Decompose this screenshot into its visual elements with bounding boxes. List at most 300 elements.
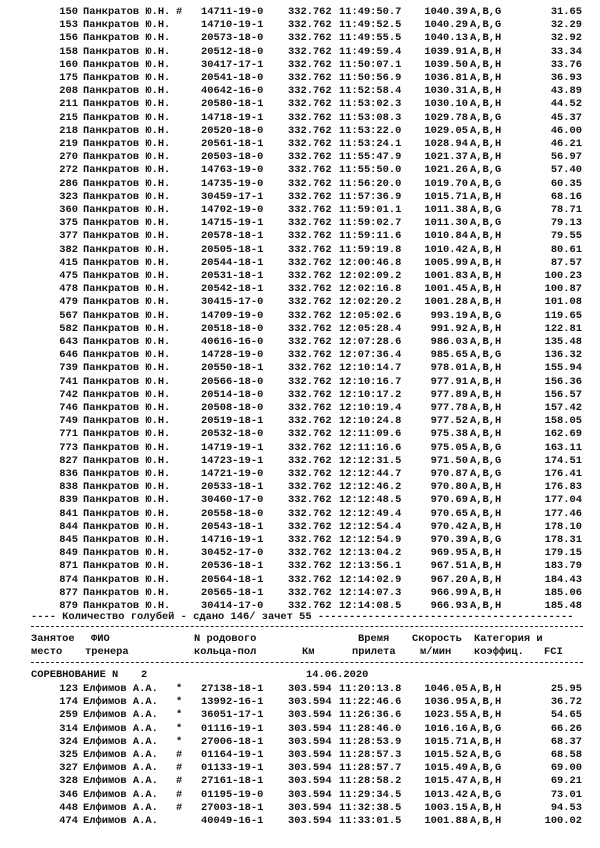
fci: 69.00 — [550, 762, 582, 775]
place: 218 — [59, 124, 78, 137]
distance: 303.594 — [288, 762, 332, 775]
fci: 46.00 — [550, 124, 582, 137]
arrival-time: 12:05:28.4 — [339, 322, 402, 335]
place: 324 — [59, 735, 78, 748]
trainer-name: Панкратов Ю.Н. — [83, 6, 171, 18]
place: 871 — [59, 560, 78, 573]
fci: 69.21 — [550, 775, 582, 788]
ring-number: 20561-18-1 — [201, 138, 264, 150]
arrival-time: 11:53:02.3 — [339, 98, 402, 111]
distance: 332.762 — [288, 534, 332, 546]
fci: 66.26 — [550, 722, 582, 735]
competition-date: 14.06.2020 — [306, 669, 369, 681]
place: 844 — [59, 520, 78, 533]
fci: 100.87 — [544, 283, 582, 296]
table-row — [0, 696, 600, 709]
speed: 971.50 — [430, 454, 468, 467]
arrival-time: 12:13:56.1 — [339, 560, 402, 573]
ring-number: 20544-18-1 — [201, 256, 264, 269]
mark: * — [176, 735, 183, 748]
trainer-name: Панкратов Ю.Н. — [83, 322, 171, 335]
speed: 1021.26 — [424, 164, 468, 177]
arrival-time: 11:49:59.4 — [339, 45, 402, 58]
fci: 94.53 — [550, 801, 582, 814]
trainer-name: Панкратов Ю.Н. — [83, 296, 171, 309]
table-row — [0, 574, 600, 587]
trainer-name: Панкратов Ю.Н. — [83, 309, 171, 322]
table-row — [0, 230, 600, 243]
distance: 332.762 — [288, 388, 332, 401]
table-row — [0, 138, 600, 151]
category: А,В,Н — [470, 815, 502, 827]
place: 270 — [59, 151, 78, 164]
distance: 332.762 — [288, 111, 332, 124]
trainer-name: Елфимов А.А. — [83, 683, 158, 695]
trainer-name: Панкратов Ю.Н. — [83, 124, 171, 137]
table-row — [0, 415, 600, 428]
place: 156 — [59, 32, 78, 45]
category: А,В,Н — [470, 402, 502, 414]
category: А,В,Н — [470, 243, 502, 256]
fci: 33.34 — [550, 45, 582, 58]
ring-number: 20519-18-1 — [201, 415, 264, 428]
arrival-time: 12:10:19.4 — [339, 402, 402, 414]
distance: 332.762 — [288, 124, 332, 137]
place: 849 — [59, 547, 78, 560]
table-row — [0, 362, 600, 375]
category: А,В,Н — [470, 138, 502, 150]
ring-number: 27003-18-1 — [201, 801, 264, 814]
ring-number: 20573-18-0 — [201, 32, 264, 45]
distance: 332.762 — [288, 481, 332, 494]
table-row — [0, 19, 600, 32]
place: 219 — [59, 138, 78, 150]
speed: 1029.05 — [424, 124, 468, 137]
place: 749 — [59, 415, 78, 428]
ring-number: 14716-19-1 — [201, 534, 264, 546]
distance: 332.762 — [288, 85, 332, 98]
speed: 993.19 — [430, 309, 468, 322]
trainer-name: Елфимов А.А. — [83, 762, 158, 775]
fci: 78.71 — [550, 204, 582, 216]
arrival-time: 11:59:19.8 — [339, 243, 402, 256]
category: А,В,Н — [470, 270, 502, 282]
place: 746 — [59, 402, 78, 414]
table-row — [0, 349, 600, 362]
category: А,В,Н — [470, 709, 502, 722]
speed: 1030.10 — [424, 98, 468, 111]
arrival-time: 12:07:36.4 — [339, 349, 402, 362]
arrival-time: 12:14:07.3 — [339, 586, 402, 599]
table-row — [0, 683, 600, 696]
arrival-time: 12:12:54.4 — [339, 520, 402, 533]
fci: 177.04 — [544, 494, 582, 507]
fci: 183.79 — [544, 560, 582, 573]
distance: 303.594 — [288, 788, 332, 801]
ring-number: 40049-16-1 — [201, 815, 264, 827]
ring-number: 30452-17-0 — [201, 547, 264, 560]
category: А,В,Н — [470, 45, 502, 58]
place: 150 — [59, 6, 78, 18]
place: 839 — [59, 494, 78, 507]
table-header-row-1 — [0, 633, 600, 646]
category: А,В,G — [470, 164, 502, 177]
trainer-name: Панкратов Ю.Н. — [83, 72, 171, 84]
ring-number: 14710-19-1 — [201, 19, 264, 32]
ring-number: 40616-16-0 — [201, 336, 264, 348]
fci: 79.13 — [550, 217, 582, 230]
table-row — [0, 257, 600, 270]
arrival-time: 12:12:44.7 — [339, 468, 402, 480]
fci: 57.40 — [550, 164, 582, 177]
trainer-name: Панкратов Ю.Н. — [83, 138, 171, 150]
fci: 174.51 — [544, 454, 582, 467]
speed: 975.05 — [430, 441, 468, 454]
fci: 100.02 — [544, 815, 582, 827]
arrival-time: 12:02:16.8 — [339, 283, 402, 296]
trainer-name: Панкратов Ю.Н. — [83, 388, 171, 401]
distance: 332.762 — [288, 375, 332, 388]
distance: 332.762 — [288, 600, 332, 612]
header-fci: FCI — [544, 646, 563, 658]
category: А,В,G — [470, 6, 502, 18]
speed: 1028.94 — [424, 138, 468, 150]
place: 739 — [59, 362, 78, 375]
speed: 1039.91 — [424, 45, 468, 58]
place: 582 — [59, 322, 78, 335]
speed: 970.42 — [430, 520, 468, 533]
place: 375 — [59, 217, 78, 230]
ring-number: 30414-17-0 — [201, 600, 264, 612]
trainer-name: Панкратов Ю.Н. — [83, 534, 171, 546]
trainer-name: Панкратов Ю.Н. — [83, 19, 171, 32]
ring-number: 13992-16-1 — [201, 696, 264, 709]
summary-line — [0, 611, 600, 624]
table-row — [0, 204, 600, 217]
arrival-time: 12:11:16.6 — [339, 441, 402, 454]
mark: # — [176, 749, 183, 761]
distance: 332.762 — [288, 441, 332, 454]
ring-number: 14728-19-0 — [201, 349, 264, 362]
fci: 178.31 — [544, 534, 582, 546]
table-row — [0, 442, 600, 455]
speed: 1040.29 — [424, 19, 468, 32]
arrival-time: 12:14:08.5 — [339, 600, 402, 612]
fci: 56.97 — [550, 151, 582, 164]
distance: 332.762 — [288, 322, 332, 335]
mark: * — [176, 696, 183, 709]
distance: 332.762 — [288, 6, 332, 18]
fci: 178.10 — [544, 520, 582, 533]
arrival-time: 12:12:46.2 — [339, 481, 402, 494]
speed: 1001.45 — [424, 283, 468, 296]
speed: 1036.95 — [424, 696, 468, 709]
place: 415 — [59, 256, 78, 269]
table-row — [0, 85, 600, 98]
table-row — [0, 244, 600, 257]
speed: 970.65 — [430, 507, 468, 520]
table-row — [0, 521, 600, 534]
speed: 1011.30 — [424, 217, 468, 230]
place: 879 — [59, 600, 78, 612]
category: А,В,Н — [470, 375, 502, 388]
header-place: Занятое — [31, 633, 75, 645]
speed: 977.52 — [430, 415, 468, 428]
ring-number: 14711-19-0 — [201, 6, 264, 18]
table-row — [0, 815, 600, 828]
distance: 332.762 — [288, 547, 332, 560]
place: 123 — [59, 683, 78, 695]
trainer-name: Панкратов Ю.Н. — [83, 375, 171, 388]
speed: 970.39 — [430, 534, 468, 546]
place: 838 — [59, 481, 78, 494]
divider — [31, 626, 583, 627]
fci: 163.11 — [544, 441, 582, 454]
distance: 303.594 — [288, 683, 332, 695]
competition-label: СОРЕВНОВАНИЕ N — [31, 669, 119, 681]
category: А,В,G — [470, 111, 502, 124]
header-fio: ФИО — [91, 633, 110, 645]
place: 474 — [59, 815, 78, 827]
speed: 1013.42 — [424, 788, 468, 801]
speed: 1023.55 — [424, 709, 468, 722]
arrival-time: 11:32:38.5 — [339, 801, 402, 814]
speed: 1021.37 — [424, 151, 468, 164]
distance: 332.762 — [288, 507, 332, 520]
table-row — [0, 534, 600, 547]
ring-number: 20520-18-0 — [201, 124, 264, 137]
category: А,В,Н — [470, 600, 502, 612]
ring-number: 27161-18-1 — [201, 775, 264, 788]
arrival-time: 12:14:02.9 — [339, 573, 402, 586]
ring-number: 27138-18-1 — [201, 683, 264, 695]
category: А,В,G — [470, 177, 502, 190]
arrival-time: 11:50:07.1 — [339, 58, 402, 71]
place: 845 — [59, 534, 78, 546]
fci: 185.06 — [544, 586, 582, 599]
speed: 1003.15 — [424, 801, 468, 814]
table-row — [0, 32, 600, 45]
mark: * — [176, 722, 183, 735]
fci: 32.92 — [550, 32, 582, 45]
place: 827 — [59, 454, 78, 467]
trainer-name: Елфимов А.А. — [83, 775, 158, 788]
table-row — [0, 323, 600, 336]
trainer-name: Панкратов Ю.Н. — [83, 32, 171, 45]
place: 475 — [59, 270, 78, 282]
trainer-name: Панкратов Ю.Н. — [83, 362, 171, 375]
fci: 176.41 — [544, 468, 582, 480]
category: А,В,Н — [470, 520, 502, 533]
ring-number: 20543-18-1 — [201, 520, 264, 533]
table-row — [0, 112, 600, 125]
ring-number: 20536-18-1 — [201, 560, 264, 573]
category: А,В,G — [470, 534, 502, 546]
table-row — [0, 802, 600, 815]
table-row — [0, 72, 600, 85]
arrival-time: 11:28:58.2 — [339, 775, 402, 788]
trainer-name: Панкратов Ю.Н. — [83, 454, 171, 467]
place: 567 — [59, 309, 78, 322]
table-row — [0, 217, 600, 230]
trainer-name: Панкратов Ю.Н. — [83, 520, 171, 533]
fci: 135.48 — [544, 336, 582, 348]
trainer-name: Панкратов Ю.Н. — [83, 243, 171, 256]
ring-number: 14723-19-1 — [201, 454, 264, 467]
table-row — [0, 59, 600, 72]
speed: 1039.50 — [424, 58, 468, 71]
distance: 332.762 — [288, 138, 332, 150]
ring-number: 14718-19-1 — [201, 111, 264, 124]
category: А,В,Н — [470, 151, 502, 164]
arrival-time: 11:49:55.5 — [339, 32, 402, 45]
trainer-name: Елфимов А.А. — [83, 735, 158, 748]
table-header-row-2 — [0, 646, 600, 659]
distance: 332.762 — [288, 283, 332, 296]
trainer-name: Панкратов Ю.Н. — [83, 600, 171, 612]
fci: 100.23 — [544, 270, 582, 282]
arrival-time: 12:00:46.8 — [339, 256, 402, 269]
distance: 303.594 — [288, 815, 332, 827]
fci: 79.55 — [550, 230, 582, 243]
category: А,В,G — [470, 788, 502, 801]
category: А,В,Н — [470, 230, 502, 243]
arrival-time: 12:11:09.6 — [339, 428, 402, 441]
ring-number: 20518-18-0 — [201, 322, 264, 335]
table-row — [0, 508, 600, 521]
arrival-time: 11:33:01.5 — [339, 815, 402, 827]
trainer-name: Панкратов Ю.Н. — [83, 481, 171, 494]
summary-text: ---- Количество голубей - сдано 146/ зачет 55 ----------------------------------------- — [31, 611, 574, 623]
distance: 332.762 — [288, 72, 332, 84]
trainer-name: Панкратов Ю.Н. — [83, 230, 171, 243]
category: А,В,Н — [470, 586, 502, 599]
speed: 1011.38 — [424, 204, 468, 216]
trainer-name: Панкратов Ю.Н. — [83, 441, 171, 454]
place: 643 — [59, 336, 78, 348]
fci: 43.89 — [550, 85, 582, 98]
speed: 1001.88 — [424, 815, 468, 827]
arrival-time: 12:10:14.7 — [339, 362, 402, 375]
place: 272 — [59, 164, 78, 177]
category: А,В,Н — [470, 58, 502, 71]
place: 208 — [59, 85, 78, 98]
speed: 977.89 — [430, 388, 468, 401]
place: 479 — [59, 296, 78, 309]
category: А,В,Н — [470, 507, 502, 520]
ring-number: 01195-19-0 — [201, 788, 264, 801]
trainer-name: Панкратов Ю.Н. — [83, 428, 171, 441]
distance: 303.594 — [288, 775, 332, 788]
distance: 332.762 — [288, 58, 332, 71]
speed: 1040.39 — [424, 6, 468, 18]
trainer-name: Елфимов А.А. — [83, 801, 158, 814]
ring-number: 14763-19-0 — [201, 164, 264, 177]
fci: 73.01 — [550, 788, 582, 801]
distance: 332.762 — [288, 309, 332, 322]
category: А,В,Н — [470, 322, 502, 335]
category: А,В,G — [470, 749, 502, 761]
place: 836 — [59, 468, 78, 480]
fci: 46.21 — [550, 138, 582, 150]
place: 328 — [59, 775, 78, 788]
table-row — [0, 428, 600, 441]
speed: 1040.13 — [424, 32, 468, 45]
arrival-time: 11:53:08.3 — [339, 111, 402, 124]
category: А,В,Н — [470, 735, 502, 748]
distance: 332.762 — [288, 362, 332, 375]
mark: # — [176, 788, 183, 801]
ring-number: 20580-18-1 — [201, 98, 264, 111]
table-row — [0, 98, 600, 111]
distance: 332.762 — [288, 256, 332, 269]
place: 874 — [59, 573, 78, 586]
speed: 1015.71 — [424, 190, 468, 203]
trainer-name: Елфимов А.А. — [83, 788, 158, 801]
fci: 177.46 — [544, 507, 582, 520]
table-row — [0, 151, 600, 164]
speed: 991.92 — [430, 322, 468, 335]
category: А,В,Н — [470, 481, 502, 494]
fci: 158.05 — [544, 415, 582, 428]
category: А,В,Н — [470, 560, 502, 573]
distance: 332.762 — [288, 151, 332, 164]
fci: 136.32 — [544, 349, 582, 362]
header-time: Время — [358, 633, 390, 645]
place: 773 — [59, 441, 78, 454]
fci: 155.94 — [544, 362, 582, 375]
trainer-name: Панкратов Ю.Н. — [83, 586, 171, 599]
ring-number: 30459-17-1 — [201, 190, 264, 203]
ring-number: 20550-18-1 — [201, 362, 264, 375]
category: А,В,Н — [470, 283, 502, 296]
trainer-name: Панкратов Ю.Н. — [83, 402, 171, 414]
trainer-name: Панкратов Ю.Н. — [83, 336, 171, 348]
arrival-time: 11:55:50.0 — [339, 164, 402, 177]
speed: 1036.81 — [424, 72, 468, 84]
arrival-time: 12:10:24.8 — [339, 415, 402, 428]
table-row — [0, 762, 600, 775]
header-speed-2: м/мин — [420, 646, 452, 658]
fci: 179.15 — [544, 547, 582, 560]
ring-number: 14702-19-0 — [201, 204, 264, 216]
table-row — [0, 283, 600, 296]
fci: 54.65 — [550, 709, 582, 722]
distance: 332.762 — [288, 428, 332, 441]
distance: 303.594 — [288, 801, 332, 814]
speed: 1001.28 — [424, 296, 468, 309]
distance: 332.762 — [288, 217, 332, 230]
category: А,В,Н — [470, 336, 502, 348]
trainer-name: Елфимов А.А. — [83, 696, 158, 709]
category: А,В,Н — [470, 256, 502, 269]
place: 175 — [59, 72, 78, 84]
fci: 157.42 — [544, 402, 582, 414]
table-row — [0, 775, 600, 788]
ring-number: 01164-19-1 — [201, 749, 264, 761]
category: А,В,G — [470, 441, 502, 454]
category: А,В,G — [470, 217, 502, 230]
distance: 332.762 — [288, 190, 332, 203]
table-row — [0, 455, 600, 468]
speed: 966.99 — [430, 586, 468, 599]
fci: 87.57 — [550, 256, 582, 269]
distance: 332.762 — [288, 32, 332, 45]
place: 377 — [59, 230, 78, 243]
distance: 332.762 — [288, 45, 332, 58]
place: 160 — [59, 58, 78, 71]
distance: 332.762 — [288, 349, 332, 362]
